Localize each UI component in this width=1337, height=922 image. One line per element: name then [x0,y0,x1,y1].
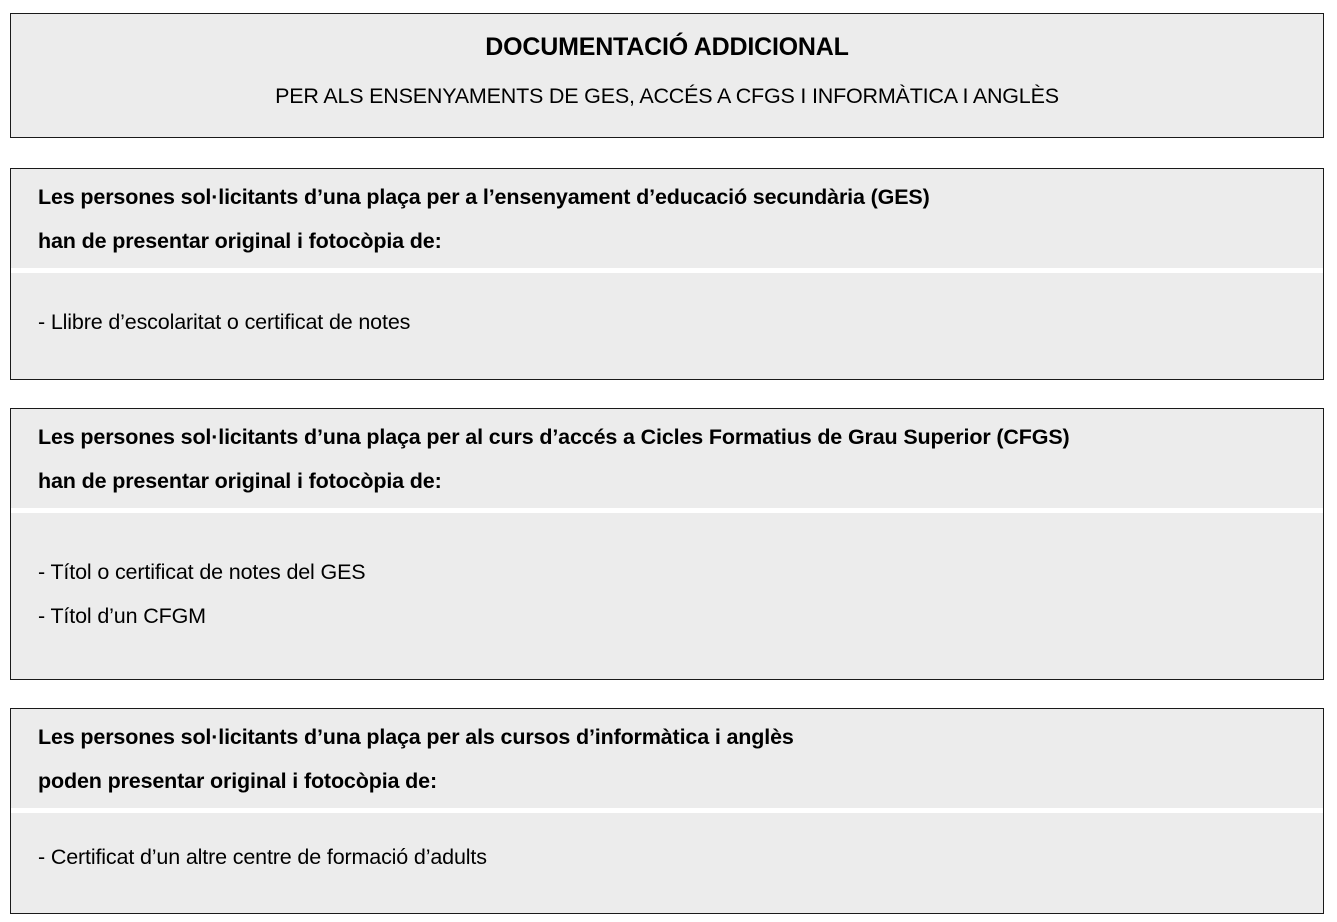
list-item: - Títol o certificat de notes del GES [38,560,366,584]
document-subtitle: PER ALS ENSENYAMENTS DE GES, ACCÉS A CFGS I INFORMÀTICA I ANGLÈS [275,84,1059,108]
list-item: - Certificat d’un altre centre de formació d’adults [38,845,487,869]
section-heading-line1: Les persones sol·licitants d’una plaça per a l’ensenyament d’educació secundària (GES) [38,185,930,209]
section-divider [11,808,1323,813]
section-divider [11,508,1323,513]
list-item: - Llibre d’escolaritat o certificat de notes [38,310,411,334]
document-title: DOCUMENTACIÓ ADDICIONAL [485,33,849,61]
section-heading-line1: Les persones sol·licitants d’una plaça per al curs d’accés a Cicles Formatius de Grau Superior (CFGS) [38,425,1070,449]
section-cfgs [10,408,1324,680]
section-informatica-angles [10,708,1324,914]
list-item: - Títol d’un CFGM [38,604,206,628]
document-title-box [10,13,1324,138]
section-heading-line1: Les persones sol·licitants d’una plaça per als cursos d’informàtica i anglès [38,725,794,749]
section-heading-line2: poden presentar original i fotocòpia de: [38,769,437,793]
section-heading-line2: han de presentar original i fotocòpia de: [38,469,442,493]
section-heading-line2: han de presentar original i fotocòpia de: [38,229,442,253]
section-ges [10,168,1324,380]
section-divider [11,268,1323,273]
